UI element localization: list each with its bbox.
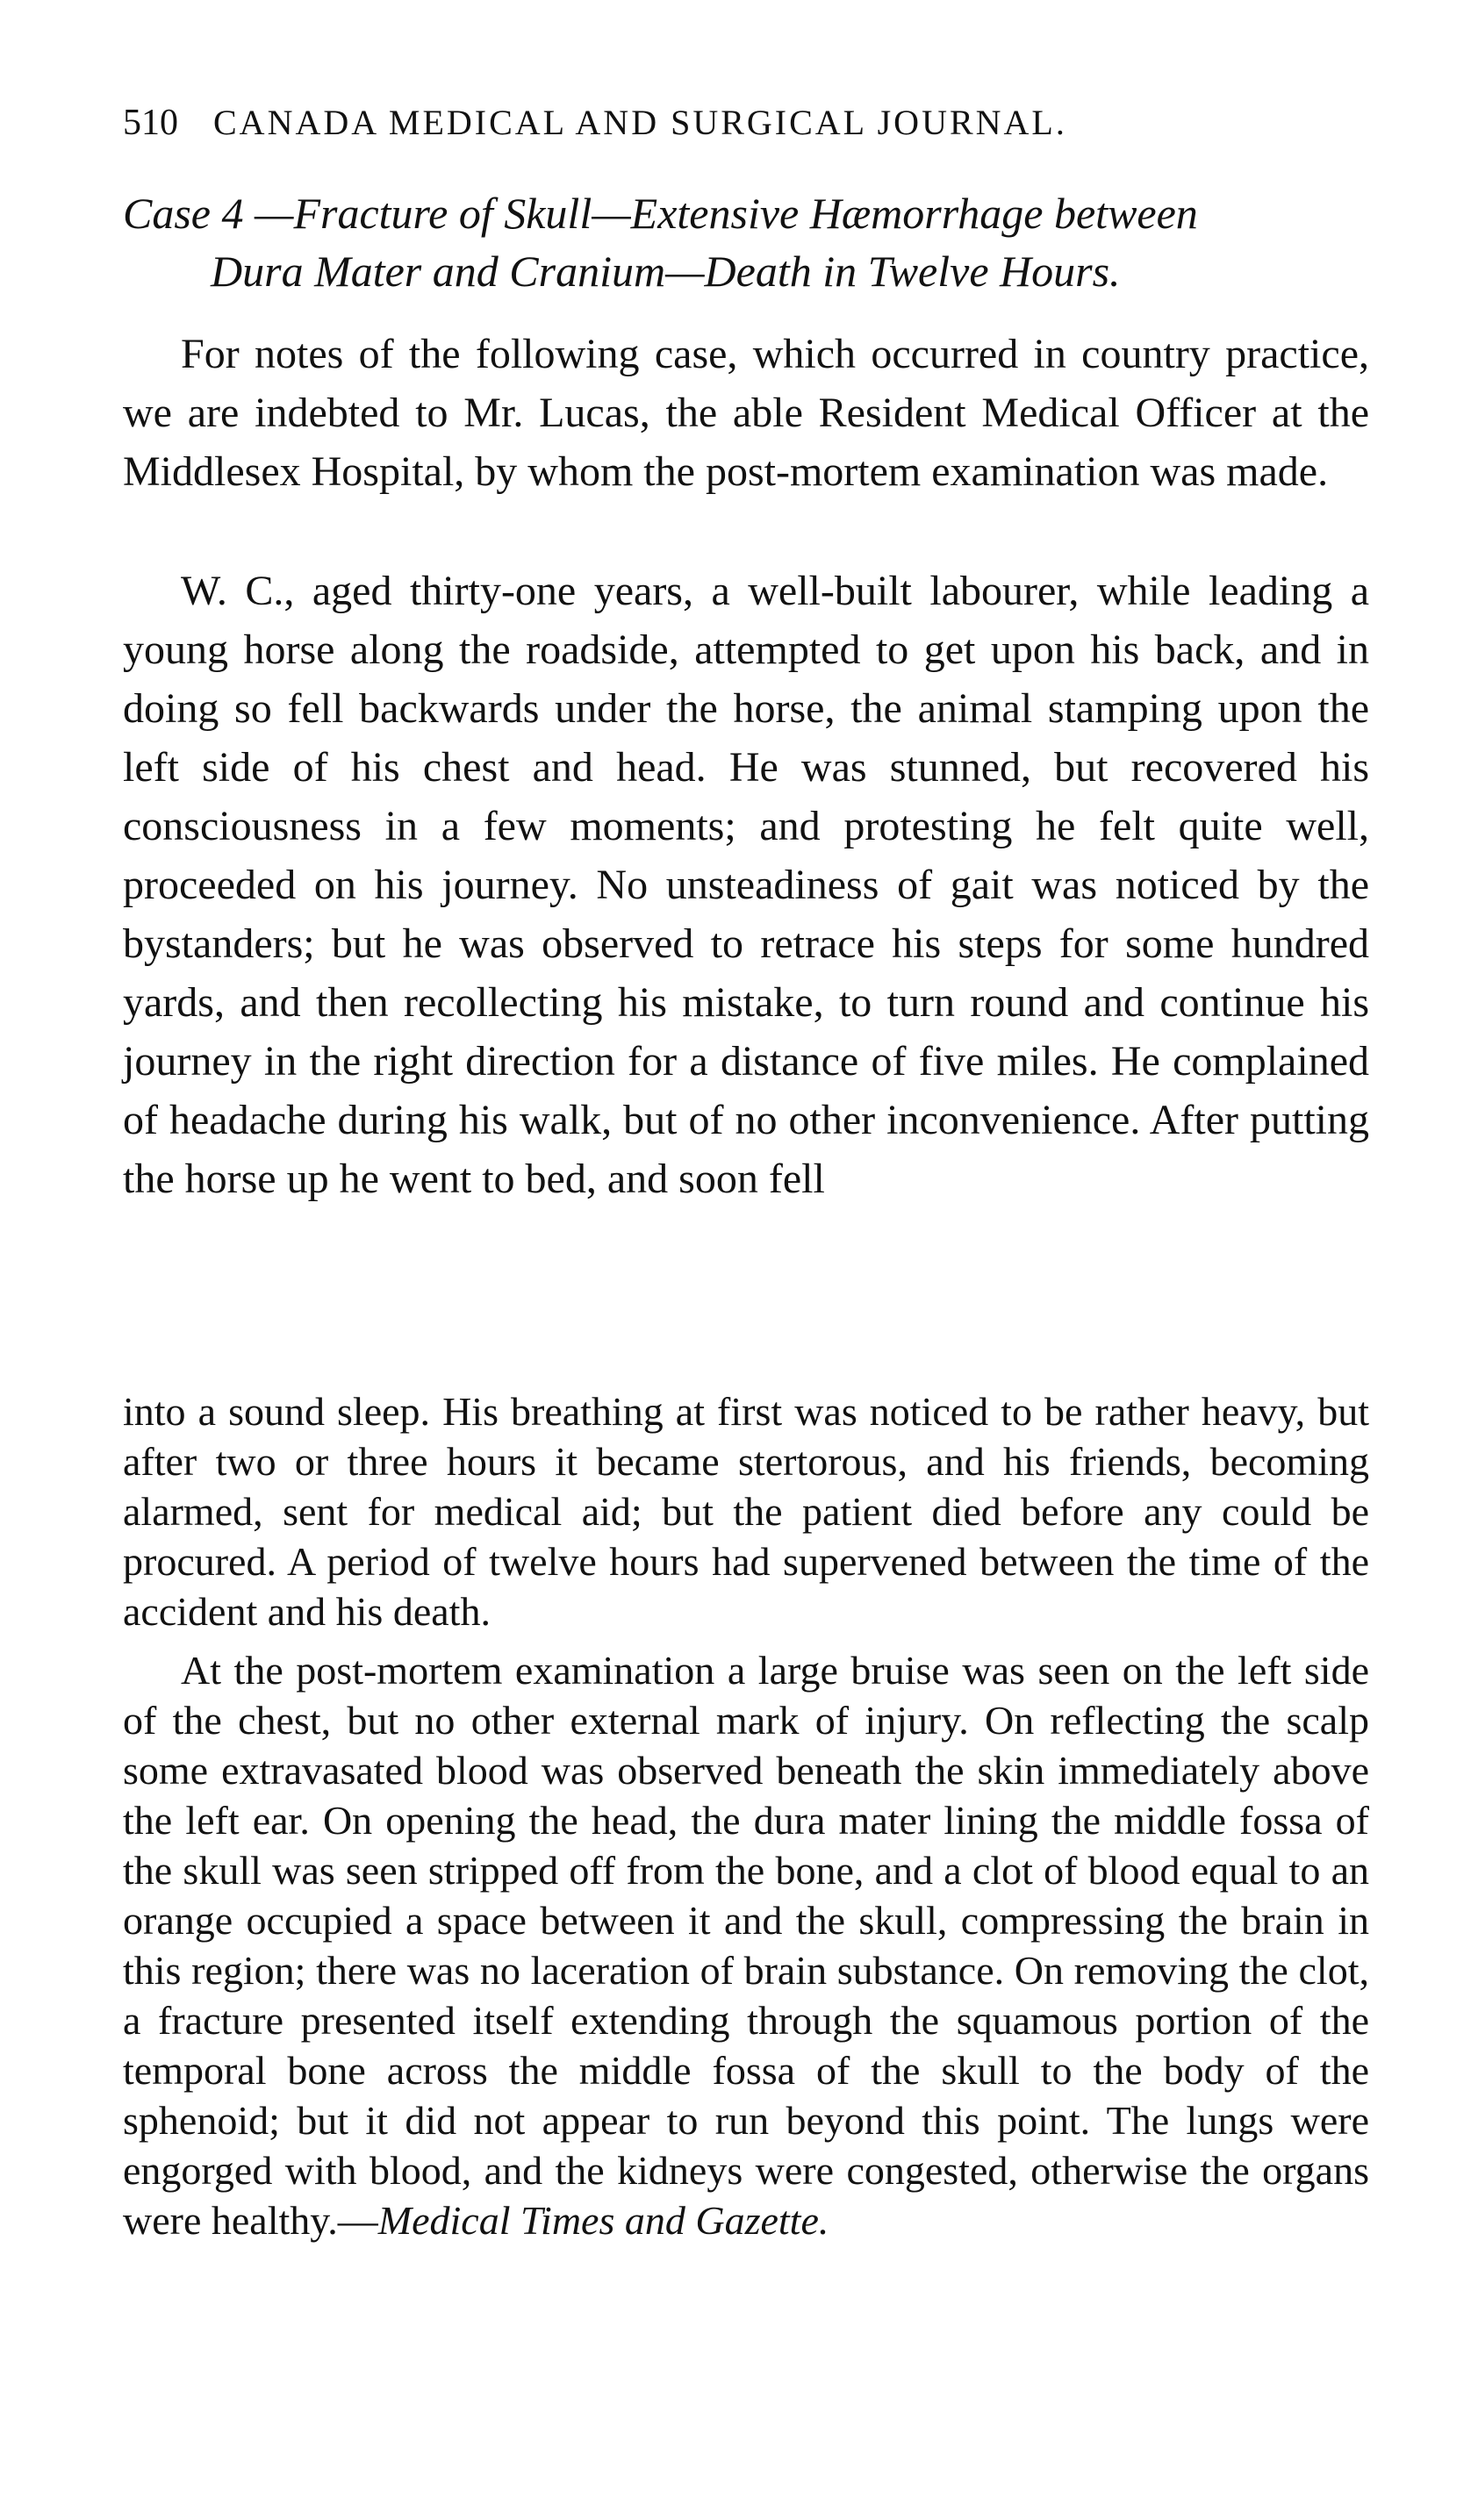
body-paragraph-3-text: At the post-mortem examination a large bruise was seen on the left side of the chest, but no other external mark of injury. On reflecting the scalp some extravasated blood was observed beneath the skin immediately above the left ear. On opening the head, the dura mater lining the middle fossa of the skull was seen stripped off from the bone, and a clot of blood equal to an orange occupied a space between it and the skull, compressing the brain in this region; there was no laceration of brain substance. On removing the clot, a fracture presented itself extending through the squamous portion of the temporal bone across the middle fossa of the skull to the body of the sphenoid; but it did not appear to run beyond this point. The lungs were engorged with blood, and the kidneys were congested, otherwise the organs were healthy.— — [123, 1648, 1369, 2243]
body-paragraph-2-continued: into a sound sleep. His breathing at first was noticed to be rather heavy, but after two or three hours it became stertorous, and his friends, becoming alarmed, sent for medical aid; but the patient died before any could be procured. A period of twelve hours had supervened between the time of the accident and his death. — [123, 1389, 1369, 1634]
article-title — [123, 184, 1369, 300]
body-paragraph-1: For notes of the following case, which occurred in country practice, we are indebted to Mr. Lucas, the able Resident Medical Officer at the Middlesex Hospital, by whom the post-mortem examination was made. — [123, 331, 1369, 495]
body-paragraph-3 — [123, 1645, 1369, 2245]
running-header — [123, 97, 1369, 149]
body-paragraph-2: W. C., aged thirty-one years, a well-built labourer, while leading a young horse along the roadside, attempted to get upon his back, and in doing so fell backwards under the horse, the animal stamping upon the left side of his chest and head. He was stunned, but recovered his consciousness in a few moments; and protesting he felt quite well, proceeded on his journey. No unsteadiness of gait was noticed by the bystanders; but he was observed to retrace his steps for some hundred yards, and then recollecting his mistake, to turn round and continue his journey in the right direction for a distance of five miles. He complained of headache during his walk, but of no other inconvenience. After putting the horse up he went to bed, and soon fell — [123, 568, 1369, 1202]
journal-title: CANADA MEDICAL AND SURGICAL JOURNAL. — [213, 103, 1067, 142]
source-attribution: Medical Times and Gazette. — [377, 2198, 829, 2243]
article-title-line-1: Case 4 —Fracture of Skull—Extensive Hæmorrhage between — [123, 189, 1198, 238]
article-title-line-2: Dura Mater and Cranium—Death in Twelve Hours. — [211, 247, 1121, 296]
page-number: 510 — [123, 103, 178, 143]
